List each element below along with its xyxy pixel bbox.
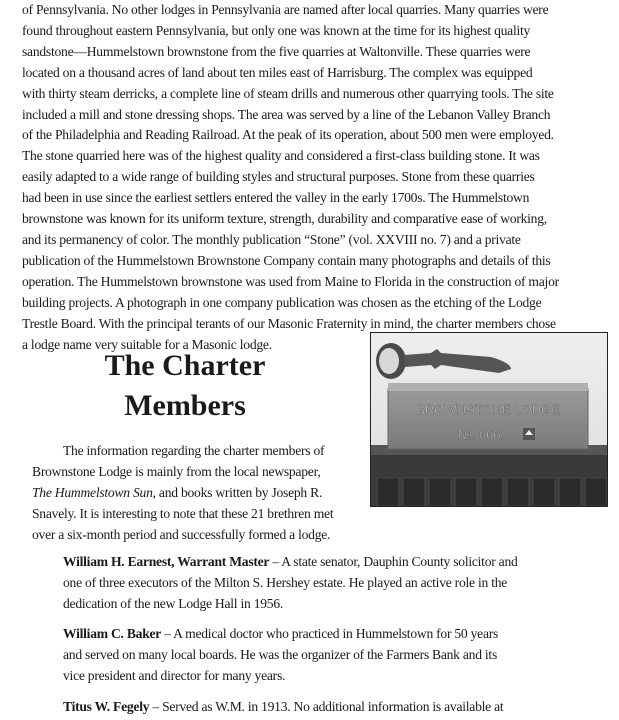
photo-image (371, 333, 607, 506)
text-line: Snavely. It is interesting to note that these 21 brethren met (32, 505, 334, 521)
text-line: vice president and director for many years. (63, 667, 286, 683)
title-line: The Charter (104, 349, 266, 382)
member-entry (63, 624, 498, 687)
member-name: Titus W. Fegely (63, 699, 150, 714)
title-line: Members (124, 389, 246, 422)
history-paragraph (22, 0, 559, 355)
text-line: with thirty steam derricks, a complete line of steam drills and numerous other quarrying tools. The site (22, 85, 554, 101)
text-line: found throughout eastern Pennsylvania, but only one was known at the time for its highest quality (22, 22, 531, 38)
text-line: sandstone—Hummelstown brownstone from the five quarries at Waltonville. These quarries were (22, 43, 531, 59)
text-line: The information regarding the charter members of (63, 443, 325, 458)
text-line (63, 624, 498, 645)
text-line: The stone quarried here was of the highest quality and considered a first-class building stone. It was (22, 148, 540, 164)
text-fragment: – A medical doctor who practiced in Hummelstown for 50 years (161, 626, 499, 641)
text-line (32, 483, 333, 504)
member-entry (63, 552, 518, 615)
text-line: operation. The Hummelstown brownstone was used from Maine to Florida in the construction of major (22, 273, 559, 289)
text-line: a lodge name very suitable for a Masonic lodge. (22, 336, 272, 352)
gavel-stone-photo (370, 332, 608, 507)
text-line: and its permanency of color. The monthly publication “Stone” (vol. XXVIII no. 7) and a private (22, 231, 521, 247)
intro-paragraph (32, 441, 333, 546)
text-line: located on a thousand acres of land about ten miles east of Harrisburg. The complex was equipped (22, 64, 533, 80)
member-name: William C. Baker (63, 626, 162, 641)
stone-inscription-2: №. 666. (457, 427, 505, 442)
text-line: Brownstone Lodge is mainly from the local newspaper, (32, 463, 321, 479)
text-line: building projects. A photograph in one company publication was chosen as the etching of the Lodge (22, 294, 542, 310)
text-fragment: , and books written by Joseph R. (152, 484, 323, 500)
text-line: and served on many local boards. He was the organizer of the Farmers Bank and its (63, 646, 497, 662)
text-line: brownstone was known for its uniform texture, strength, durability and comparative ease of working, (22, 211, 547, 227)
text-line: over a six-month period and successfully formed a lodge. (32, 526, 331, 542)
member-entry (63, 697, 503, 718)
member-name: William H. Earnest, Warrant Master (63, 554, 270, 569)
text-line: one of three executors of the Milton S. Hershey estate. He played an active role in the (63, 574, 508, 590)
text-line: of the Philadelphia and Reading Railroad. At the peak of its operation, about 500 men were employed. (22, 127, 554, 143)
stone-inscription-1: BROWNSTONE LODGE (416, 402, 560, 417)
newspaper-title: The Hummelstown Sun (32, 484, 153, 500)
text-line: easily adapted to a wide range of building styles and structural purposes. Stone from these quarries (22, 169, 535, 185)
text-line: had been in use since the earliest settlers entered the valley in the early 1700s. The Hummelstown (22, 190, 530, 206)
text-line: publication of the Hummelstown Brownstone Company contain many photographs and details of this (22, 252, 551, 268)
text-line: dedication of the new Lodge Hall in 1956. (63, 595, 284, 611)
text-line (63, 552, 518, 573)
text-fragment: – A state senator, Dauphin County solicitor and (269, 554, 518, 569)
section-title (60, 346, 310, 426)
text-fragment: – Served as W.M. in 1913. No additional information is available at (149, 699, 504, 714)
text-line: of Pennsylvania. No other lodges in Pennsylvania are named after local quarries. Many quarries were (22, 2, 549, 17)
text-line: Trestle Board. With the principal terants of our Masonic Fraternity in mind, the charter members chose (22, 315, 556, 331)
text-line: included a mill and stone dressing shops. The area was served by a line of the Lebanon Valley Branch (22, 106, 551, 122)
text-line (63, 697, 503, 718)
